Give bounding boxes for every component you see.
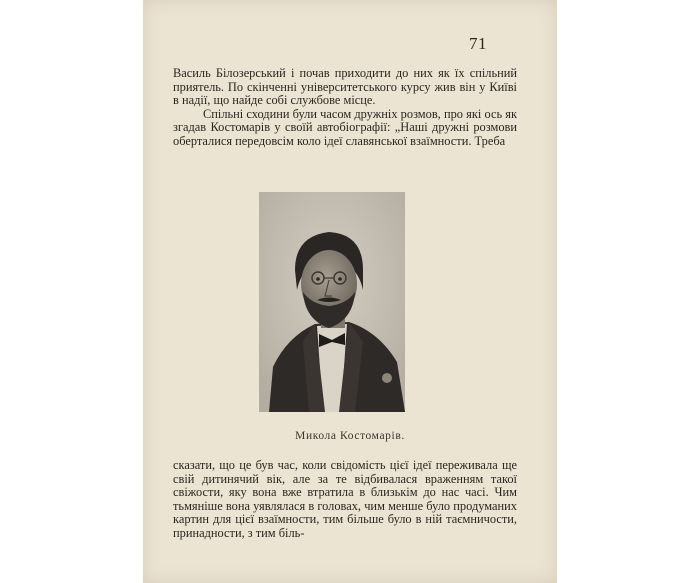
portrait-photo xyxy=(259,192,405,412)
paragraph-continuation-lower: сказати, що це був час, коли свідомість цієї ідеї переживала ще свій дитинячий вік, але за те відбивалася враженням такої свіжости, яку вона вже втратила в близькім до нас часі. Чим тьмяніше вона уявлялася в головах, чим менше було продуманих картин для цієї взаїмности, тим більше було в ній таємничости, принадности, з тим біль- xyxy=(173,458,517,540)
lower-text-block xyxy=(173,459,517,541)
portrait-caption: Микола Костомарів. xyxy=(295,430,405,442)
portrait-illustration xyxy=(259,192,405,412)
page-number: 71 xyxy=(469,34,487,53)
paragraph-autobiography-quote: Спільні сходини були часом дружніх розмов, про які ось як згадав Костомарів у своїй автобіографії: „Наші дружні розмови оберталися передовсім коло ідеї славянської взаїмности. Треба xyxy=(173,106,517,148)
paragraph-continuation: Василь Білозерський і почав приходити до них як їх спільний приятель. По скінченні університетського курсу жив він у Київі в надії, що найде собі службове місце. xyxy=(173,66,517,108)
book-page xyxy=(143,0,557,583)
upper-text-block xyxy=(173,67,517,149)
